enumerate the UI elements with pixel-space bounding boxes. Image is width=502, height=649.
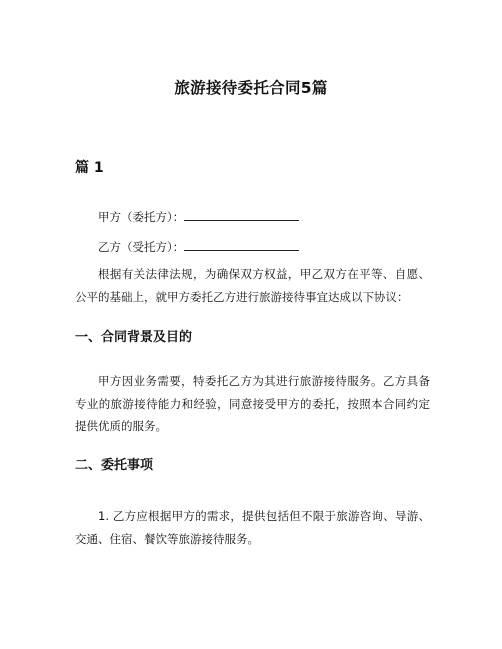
document-title: 旅游接待委托合同5篇 bbox=[174, 79, 328, 97]
party-a-line bbox=[98, 207, 299, 227]
party-b-line bbox=[98, 237, 299, 257]
part-heading: 篇 1 bbox=[75, 160, 104, 176]
section-body-entrusted-matters: 1. 乙方应根据甲方的需求，提供包括但不限于旅游咨询、导游、交通、住宿、餐饮等旅游接待服务。 bbox=[75, 509, 430, 546]
section-heading-background: 一、合同背景及目的 bbox=[75, 330, 193, 345]
party-b-blank bbox=[184, 237, 299, 251]
party-b-label: 乙方（受托方）： bbox=[98, 240, 185, 254]
party-a-blank bbox=[184, 207, 299, 221]
section-heading-entrusted-matters: 二、委托事项 bbox=[75, 458, 154, 473]
intro-paragraph: 根据有关法律法规，为确保双方权益，甲乙双方在平等、自愿、公平的基础上，就甲方委托乙方进行旅游接待事宜达成以下协议： bbox=[75, 267, 430, 304]
party-a-label: 甲方（委托方）： bbox=[98, 210, 185, 224]
section-body-background: 甲方因业务需要，特委托乙方为其进行旅游接待服务。乙方具备专业的旅游接待能力和经验，同意接受甲方的委托，按照本合同约定提供优质的服务。 bbox=[75, 374, 430, 433]
